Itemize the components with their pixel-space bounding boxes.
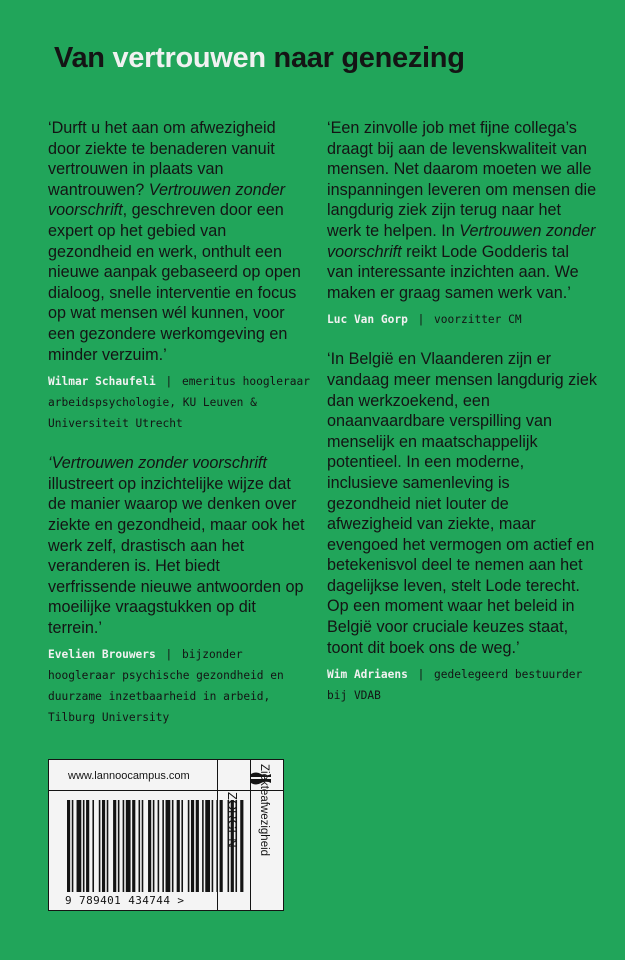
- author-name: Luc Van Gorp: [327, 313, 408, 327]
- author-role: voorzitter CM: [434, 313, 522, 327]
- quote-segment: illustreert op inzichtelijke wijze dat de manier waarop we denken over ziekte en gezondheid, maar ook het werk zelf, drastisch aan het veranderen is. Het biedt verfrissende nieuwe antwoorden op moeilijke vraagstukken op dit terrein.’: [48, 474, 305, 637]
- barcode-bar: [139, 800, 141, 892]
- barcode-bar: [220, 800, 223, 892]
- barcode-bar: [188, 800, 190, 892]
- barcode-bar: [196, 800, 199, 892]
- barcode-bar: [113, 800, 116, 892]
- subcategory-label: Ziekteafwezigheid: [258, 764, 270, 857]
- quote-block: [48, 453, 310, 728]
- barcode-bar: [77, 800, 82, 892]
- barcode-bar: [191, 800, 194, 892]
- barcode-bar: [202, 800, 204, 892]
- quote-segment: , geschreven door een expert op het gebied van gezondheid en werk, onthult een nieuwe aanpak gebaseerd op open dialoog, snelle interventie en focus op wat mensen wél kunnen, voor een gezondere werkomgeving en minder verzuim.’: [48, 201, 301, 364]
- title-pre: Van: [54, 42, 113, 74]
- left-column: [48, 118, 310, 747]
- quote-italic-title: Vertrouwen zonder voorschrift: [48, 180, 285, 220]
- separator: |: [158, 648, 179, 662]
- quote-text: [327, 349, 597, 658]
- publisher-url[interactable]: www.lannoocampus.com: [68, 770, 190, 782]
- barcode-bar: [83, 800, 85, 892]
- separator: |: [158, 375, 179, 389]
- quote-block: [327, 349, 597, 706]
- quote-text: [48, 118, 310, 365]
- page-title: [54, 42, 465, 75]
- quote-attribution: [327, 309, 597, 330]
- barcode-bar: [126, 800, 131, 892]
- barcode-bar: [240, 800, 243, 892]
- barcode-bar: [212, 800, 214, 892]
- barcode-bar: [172, 800, 174, 892]
- barcode-bar: [72, 800, 74, 892]
- barcode-bar: [153, 800, 155, 892]
- panel-divider: [49, 790, 283, 791]
- quote-text: [48, 453, 310, 638]
- barcode-bar: [148, 800, 151, 892]
- barcode-bar: [177, 800, 180, 892]
- title-post: naar genezing: [265, 42, 465, 74]
- quote-italic-title: Vertrouwen zonder voorschrift: [327, 221, 596, 261]
- quote-segment: ‘Durft u het aan om afwezigheid door ziekte te benaderen vanuit vertrouwen in plaats van wantrouwen?: [48, 119, 276, 199]
- quote-italic-title: ‘Vertrouwen zonder voorschrift: [48, 454, 267, 473]
- barcode-bar: [67, 800, 70, 892]
- author-role: bijzonder hoogleraar psychische gezondheid en duurzame inzetbaarheid in arbeid, Tilburg University: [48, 648, 284, 725]
- author-role: gedelegeerd bestuurder bij VDAB: [327, 668, 583, 703]
- author-name: Wim Adriaens: [327, 668, 408, 682]
- barcode-bar: [92, 800, 94, 892]
- barcode-bar: [142, 800, 144, 892]
- spine-divider: [250, 759, 251, 911]
- spine-divider: [217, 759, 218, 911]
- author-role: emeritus hoogleraar arbeidspsychologie, KU Leuven & Universiteit Utrecht: [48, 375, 310, 431]
- barcode-bar: [181, 800, 183, 892]
- barcode: [67, 800, 245, 892]
- quote-attribution: [48, 371, 310, 434]
- separator: |: [410, 313, 432, 327]
- barcode-panel: [48, 759, 284, 911]
- separator: |: [410, 668, 432, 682]
- barcode-bar: [132, 800, 135, 892]
- barcode-bar: [86, 800, 89, 892]
- barcode-bar: [118, 800, 120, 892]
- right-column: [327, 118, 597, 725]
- quote-attribution: [48, 644, 310, 728]
- barcode-bar: [99, 800, 101, 892]
- quote-block: [48, 118, 310, 434]
- barcode-bar: [102, 800, 105, 892]
- barcode-bar: [107, 800, 109, 892]
- barcode-bar: [166, 800, 171, 892]
- quote-block: [327, 118, 597, 330]
- quote-text: [327, 118, 597, 303]
- barcode-bar: [162, 800, 164, 892]
- author-name: Evelien Brouwers: [48, 648, 156, 662]
- author-name: Wilmar Schaufeli: [48, 375, 156, 389]
- quote-attribution: [327, 664, 597, 706]
- isbn-number: 9 789401 434744 >: [65, 894, 185, 907]
- quote-segment: reikt Lode Godderis tal van interessante inzichten aan. We maken er graag samen werk van.’: [327, 242, 579, 302]
- barcode-bar: [123, 800, 125, 892]
- quote-segment: ‘In België en Vlaanderen zijn er vandaag meer mensen langdurig ziek dan werkzoekend, een onaanvaardbare verspilling van menselijk en maatschappelijk potentieel. In een moderne, inclusieve samenleving is gezondheid niet louter de afwezigheid van ziekte, maar evengoed het vermogen om actief en betekenisvol deel te nemen aan het dagelijkse leven, stelt Lode terecht. Op een moment waar het beleid in België voor cruciale keuzes staat, toont dit boek ons de weg.’: [327, 350, 597, 657]
- barcode-bar: [158, 800, 160, 892]
- quote-segment: ‘Een zinvolle job met fijne collega’s draagt bij aan de levenskwaliteit van mensen. Net daarom moeten we alle inspanningen leveren om mensen die langdurig ziek zijn terug naar het werk te helpen. In: [327, 119, 597, 240]
- barcode-bar: [205, 800, 210, 892]
- title-highlight: vertrouwen: [112, 42, 266, 74]
- category-label: ZORGEN: [225, 792, 240, 848]
